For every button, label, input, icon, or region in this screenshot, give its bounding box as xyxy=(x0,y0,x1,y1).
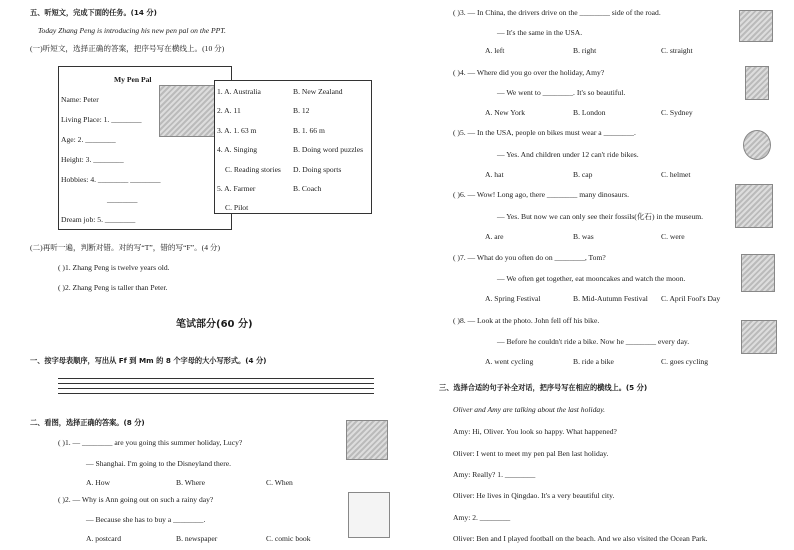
dialogue-line: Oliver: He lives in Qingdao. It's a very beautiful city. xyxy=(453,491,615,500)
option: A. left xyxy=(485,46,505,55)
question-answer: — Yes. And children under 12 can't ride bikes. xyxy=(497,150,639,159)
option: C. Pilot xyxy=(225,203,249,212)
question-answer: — We went to ________. It's so beautiful. xyxy=(497,88,626,97)
option: 4. A. Singing xyxy=(217,145,258,154)
postcard-picture xyxy=(348,492,390,538)
section3-intro: Oliver and Amy are talking about the last holiday. xyxy=(453,405,606,414)
question-answer: — Yes. But now we can only see their fossils(化石) in the museum. xyxy=(497,212,704,221)
written-part-title: 笔试部分(60 分) xyxy=(176,319,253,330)
disneyland-picture xyxy=(346,420,388,460)
option: A. hat xyxy=(485,170,504,179)
question: ( )6. — Wow! Long ago, there ________ many dinosaurs. xyxy=(453,190,629,199)
section5-title: 五、听短文，完成下面的任务。(14 分) xyxy=(30,8,157,17)
question: ( )8. — Look at the photo. John fell off his bike. xyxy=(453,316,600,325)
question: ( )1. — ________ are you going this summer holiday, Lucy? xyxy=(58,438,243,447)
card-title: My Pen Pal xyxy=(114,75,152,84)
option: B. 12 xyxy=(293,106,310,115)
option: B. cap xyxy=(573,170,593,179)
option: C. When xyxy=(266,478,293,487)
option: B. 1. 66 m xyxy=(293,126,325,135)
option: C. April Fool's Day xyxy=(661,294,721,303)
option: A. postcard xyxy=(86,534,122,543)
question: ( )5. — In the USA, people on bikes must wear a ________. xyxy=(453,128,636,137)
question-answer: — Because she has to buy a ________. xyxy=(86,515,206,524)
writing-line xyxy=(58,378,374,379)
moon-picture xyxy=(741,254,775,292)
road-picture xyxy=(739,10,773,42)
option: B. Coach xyxy=(293,184,322,193)
card-row: Living Place: 1. ________ xyxy=(61,115,142,124)
card-row: Age: 2. ________ xyxy=(61,135,116,144)
writing-line xyxy=(58,393,374,394)
question-answer: — It's the same in the USA. xyxy=(497,28,583,37)
dialogue-line: Amy: Really? 1. ________ xyxy=(453,470,536,479)
question: ( )2. — Why is Ann going out on such a rainy day? xyxy=(58,495,214,504)
option: C. Sydney xyxy=(661,108,693,117)
card-row: Hobbies: 4. ________ ________ xyxy=(61,175,161,184)
dialogue-line: Amy: 2. ________ xyxy=(453,513,511,522)
option: A. New York xyxy=(485,108,526,117)
card-row: Name: Peter xyxy=(61,95,99,104)
card-row: Height: 3. ________ xyxy=(61,155,124,164)
option: B. right xyxy=(573,46,597,55)
bike-picture xyxy=(741,320,777,354)
option: B. Where xyxy=(176,478,205,487)
option: C. Reading stories xyxy=(225,165,281,174)
writing-line xyxy=(58,388,374,389)
tf-question: ( )2. Zhang Peng is taller than Peter. xyxy=(58,283,168,292)
helmet-picture xyxy=(743,130,771,160)
option: A. How xyxy=(86,478,111,487)
question: ( )7. — What do you often do on ________, Tom? xyxy=(453,253,606,262)
question-answer: — Shanghai. I'm going to the Disneyland there. xyxy=(86,459,231,468)
option: A. went cycling xyxy=(485,357,534,366)
option: C. helmet xyxy=(661,170,691,179)
tf-question: ( )1. Zhang Peng is twelve years old. xyxy=(58,263,170,272)
writing-line xyxy=(58,383,374,384)
section3-title: 三、选择合适的句子补全对话，把序号写在相应的横线上。(5 分) xyxy=(439,383,648,392)
dialogue-line: Amy: Hi, Oliver. You look so happy. What happened? xyxy=(453,427,617,436)
option: B. newspaper xyxy=(176,534,218,543)
section2-title: 二、看图，选择正确的答案。(8 分) xyxy=(30,418,145,427)
option: C. comic book xyxy=(266,534,311,543)
option: 5. A. Farmer xyxy=(217,184,256,193)
option: D. Doing sports xyxy=(293,165,342,174)
museum-picture xyxy=(735,184,773,228)
section5-part2: (二)再听一遍，判断对错。对的写“T”，错的写“F”。(4 分) xyxy=(30,243,221,252)
pen-pal-card xyxy=(58,66,232,230)
question: ( )4. — Where did you go over the holiday, Amy? xyxy=(453,68,605,77)
card-row: Dream job: 5. ________ xyxy=(61,215,136,224)
option: A. Spring Festival xyxy=(485,294,541,303)
dialogue-line: Oliver: Ben and I played football on the beach. And we also visited the Ocean Park. xyxy=(453,534,708,543)
option: B. London xyxy=(573,108,606,117)
section1-title: 一、按字母表顺序，写出从 Ff 到 Mm 的 8 个字母的大小写形式。(4 分) xyxy=(30,356,267,365)
option: 2. A. 11 xyxy=(217,106,241,115)
options-box xyxy=(214,80,372,214)
card-row: ________ xyxy=(107,195,138,204)
section5-part1: (一)听短文，选择正确的答案，把序号写在横线上。(10 分) xyxy=(30,44,225,53)
pen-pal-photo xyxy=(159,85,219,137)
option: B. New Zealand xyxy=(293,87,343,96)
option: A. are xyxy=(485,232,504,241)
option: 1. A. Australia xyxy=(217,87,261,96)
option: C. were xyxy=(661,232,685,241)
big-ben-picture xyxy=(745,66,769,100)
section5-intro: Today Zhang Peng is introducing his new pen pal on the PPT. xyxy=(38,26,226,35)
question: ( )3. — In China, the drivers drive on the ________ side of the road. xyxy=(453,8,661,17)
option: C. goes cycling xyxy=(661,357,709,366)
question-answer: — Before he couldn't ride a bike. Now he ________ every day. xyxy=(497,337,690,346)
option: 3. A. 1. 63 m xyxy=(217,126,257,135)
option: B. was xyxy=(573,232,594,241)
option: C. straight xyxy=(661,46,693,55)
option: B. Mid-Autumn Festival xyxy=(573,294,648,303)
question-answer: — We often get together, eat mooncakes and watch the moon. xyxy=(497,274,686,283)
option: B. Doing word puzzles xyxy=(293,145,364,154)
dialogue-line: Oliver: I went to meet my pen pal Ben last holiday. xyxy=(453,449,609,458)
option: B. ride a bike xyxy=(573,357,614,366)
